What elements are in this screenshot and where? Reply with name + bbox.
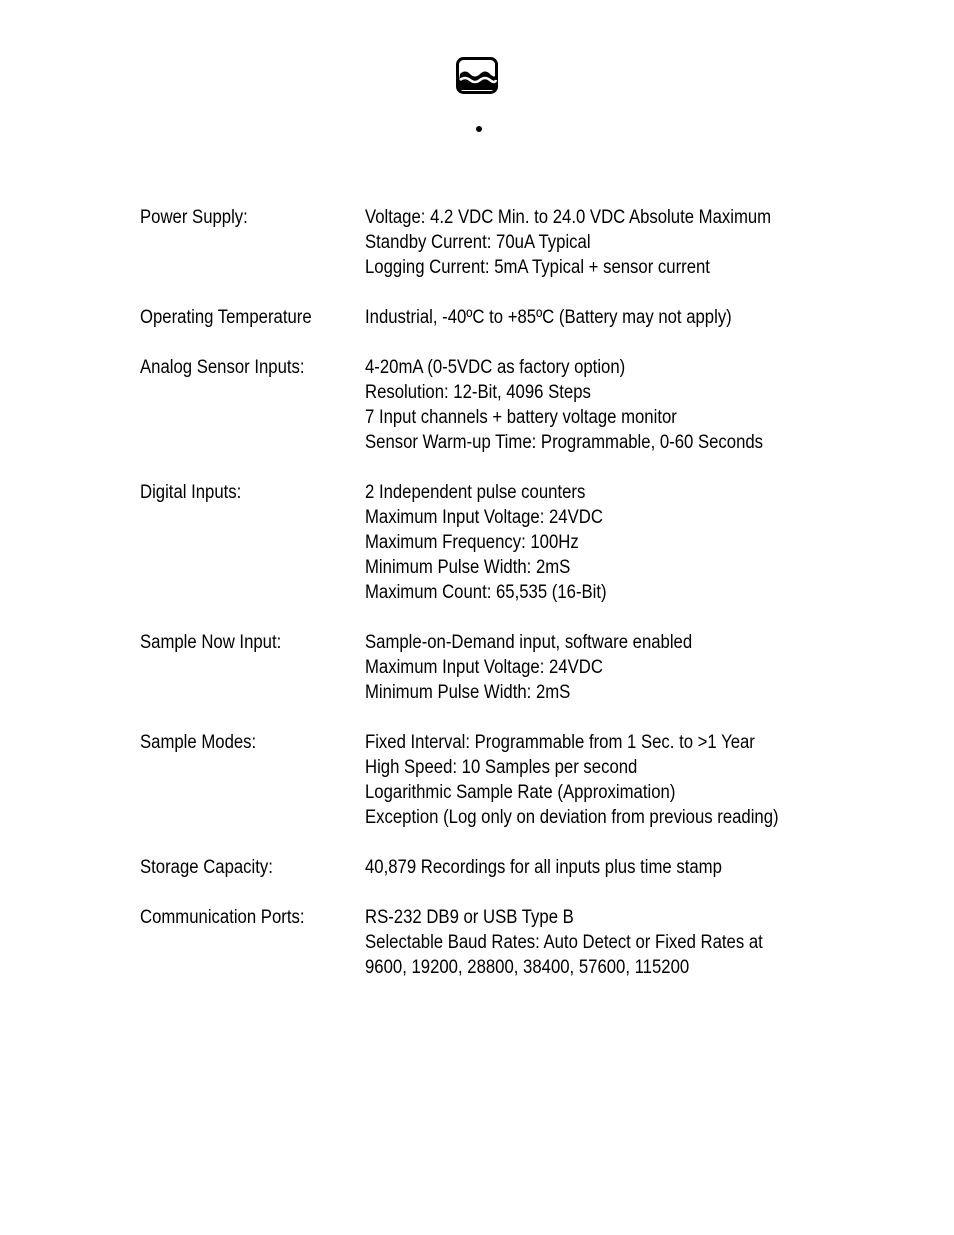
spec-value-line: Minimum Pulse Width: 2mS xyxy=(365,682,571,703)
spec-row xyxy=(140,205,840,280)
specifications-list xyxy=(140,205,840,1005)
spec-values xyxy=(365,905,840,980)
spec-label: Operating Temperature xyxy=(140,307,312,328)
spec-row xyxy=(140,355,840,455)
bullet-dot xyxy=(476,126,482,132)
spec-value-line: Standby Current: 70uA Typical xyxy=(365,232,591,253)
spec-value-line: Maximum Input Voltage: 24VDC xyxy=(365,657,603,678)
spec-value-line: 9600, 19200, 28800, 38400, 57600, 115200 xyxy=(365,957,690,978)
spec-value-line: RS-232 DB9 or USB Type B xyxy=(365,907,574,928)
spec-value-line: Logarithmic Sample Rate (Approximation) xyxy=(365,782,676,803)
spec-row xyxy=(140,480,840,605)
spec-value-line: Maximum Count: 65,535 (16-Bit) xyxy=(365,582,607,603)
spec-values xyxy=(365,305,840,330)
spec-values xyxy=(365,855,840,880)
spec-row xyxy=(140,730,840,830)
spec-label: Sample Now Input: xyxy=(140,632,282,653)
spec-value-line: 4-20mA (0-5VDC as factory option) xyxy=(365,357,626,378)
spec-value-line: 7 Input channels + battery voltage monitor xyxy=(365,407,677,428)
spec-values xyxy=(365,730,840,830)
spec-label: Digital Inputs: xyxy=(140,482,242,503)
spec-row xyxy=(140,305,840,330)
water-wave-logo-icon xyxy=(456,57,498,94)
spec-label: Analog Sensor Inputs: xyxy=(140,357,305,378)
spec-value-line: 2 Independent pulse counters xyxy=(365,482,586,503)
spec-value-line: Fixed Interval: Programmable from 1 Sec. to >1 Year xyxy=(365,732,755,753)
spec-value-line: Selectable Baud Rates: Auto Detect or Fixed Rates at xyxy=(365,932,763,953)
spec-value-line: Sensor Warm-up Time: Programmable, 0-60 Seconds xyxy=(365,432,764,453)
spec-values xyxy=(365,355,840,455)
spec-values xyxy=(365,630,840,705)
spec-value-line: Industrial, -40ºC to +85ºC (Battery may not apply) xyxy=(365,307,732,328)
spec-values xyxy=(365,205,840,280)
spec-value-line: Resolution: 12-Bit, 4096 Steps xyxy=(365,382,591,403)
spec-label: Sample Modes: xyxy=(140,732,257,753)
spec-row xyxy=(140,905,840,980)
spec-value-line: Maximum Frequency: 100Hz xyxy=(365,532,579,553)
spec-label: Storage Capacity: xyxy=(140,857,273,878)
spec-value-line: Logging Current: 5mA Typical + sensor current xyxy=(365,257,710,278)
spec-value-line: Sample-on-Demand input, software enabled xyxy=(365,632,693,653)
spec-value-line: 40,879 Recordings for all inputs plus time stamp xyxy=(365,857,722,878)
spec-values xyxy=(365,480,840,605)
spec-value-line: Exception (Log only on deviation from previous reading) xyxy=(365,807,779,828)
spec-value-line: Minimum Pulse Width: 2mS xyxy=(365,557,571,578)
spec-value-line: Voltage: 4.2 VDC Min. to 24.0 VDC Absolute Maximum xyxy=(365,207,772,228)
spec-row xyxy=(140,630,840,705)
spec-label: Communication Ports: xyxy=(140,907,305,928)
spec-value-line: Maximum Input Voltage: 24VDC xyxy=(365,507,603,528)
spec-row xyxy=(140,855,840,880)
spec-value-line: High Speed: 10 Samples per second xyxy=(365,757,638,778)
spec-label: Power Supply: xyxy=(140,207,248,228)
